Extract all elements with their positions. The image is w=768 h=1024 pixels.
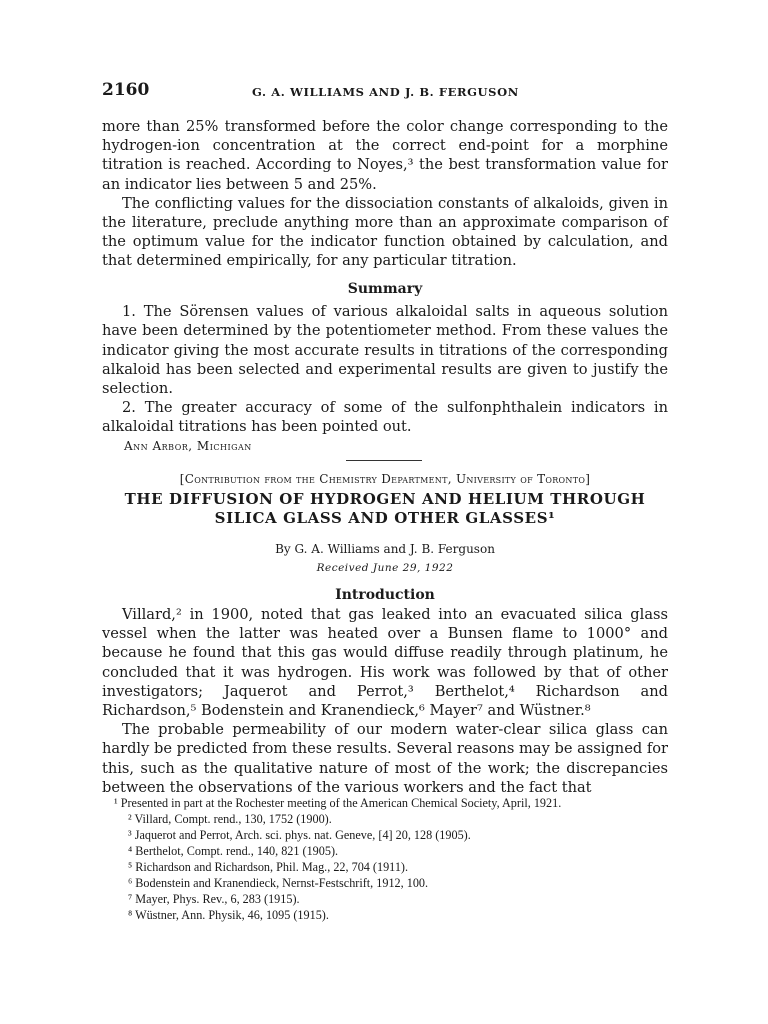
footnote-7: ⁷ Mayer, Phys. Rev., 6, 283 (1915). (128, 892, 300, 906)
footnote-2: ² Villard, Compt. rend., 130, 1752 (1900). (128, 812, 332, 826)
footnote-5: ⁵ Richardson and Richardson, Phil. Mag., 22, 704 (1911). (128, 860, 409, 874)
affiliation: Ann Arbor, Michigan (124, 438, 252, 453)
summary-section (102, 280, 668, 456)
section-rule (346, 460, 422, 461)
footnote-4: ⁴ Berthelot, Compt. rend., 140, 821 (1905). (128, 844, 339, 858)
footnotes (102, 795, 668, 923)
summary-heading: Summary (347, 281, 423, 297)
footnote-1: ¹ Presented in part at the Rochester meeting of the American Chemical Society, April, 1921. (114, 796, 562, 810)
dissociation-paragraph: The conflicting values for the dissociation constants of alkaloids, given in the literature, preclude anything more than an approximate comparison of the optimum value for the indicator function obtained by calculation, and that determined empirically, for any particular titration. (102, 194, 668, 270)
article-title-line-1: THE DIFFUSION OF HYDROGEN AND HELIUM THROUGH (124, 490, 646, 509)
summary-item-2: 2. The greater accuracy of some of the sulfonphthalein indicators in alkaloidal titrations has been pointed out. (102, 399, 668, 436)
article-header (102, 470, 668, 605)
running-head: G. A. WILLIAMS AND J. B. FERGUSON (252, 85, 519, 99)
contribution-line: [Contribution from the Chemistry Department, University of Toronto] (179, 472, 591, 486)
received-date: Received June 29, 1922 (316, 562, 454, 575)
byline: By G. A. Williams and J. B. Ferguson (275, 542, 495, 557)
article-title-line-2: SILICA GLASS AND OTHER GLASSES¹ (214, 509, 556, 528)
continued-text (102, 117, 668, 271)
page-number: 2160 (102, 80, 150, 100)
footnote-6: ⁶ Bodenstein and Kranendieck, Nernst-Festschrift, 1912, 100. (128, 876, 429, 890)
footnote-3: ³ Jaquerot and Perrot, Arch. sci. phys. nat. Geneve, [4] 20, 128 (1905). (128, 828, 471, 842)
summary-item-1: 1. The Sörensen values of various alkaloidal salts in aqueous solution have been determined by the potentiometer method. From these values the indicator giving the most accurate results in titrations of the corresponding alkaloid has been selected and experimental results are given to justify the selection. (102, 303, 668, 398)
footnote-8: ⁸ Wüstner, Ann. Physik, 46, 1095 (1915). (128, 908, 329, 922)
introduction-section (102, 605, 668, 797)
introduction-heading: Introduction (335, 586, 435, 603)
continued-paragraph: more than 25% transformed before the color change corresponding to the hydrogen-ion concentration at the correct end-point for a morphine titration is reached. According to Noyes,³ the best transformation value for an indicator lies between 5 and 25%. (102, 118, 668, 193)
page-header (102, 80, 668, 104)
intro-paragraph-2: The probable permeability of our modern water-clear silica glass can hardly be predicted from these results. Several reasons may be assigned for this, such as the qualitative nature of most of the work; the discrepancies between the observations of the various workers and the fact that (102, 721, 668, 796)
intro-paragraph-1: Villard,² in 1900, noted that gas leaked into an evacuated silica glass vessel when the latter was heated over a Bunsen flame to 1000° and because he found that this gas would diffuse readily through platinum, he concluded that it was hydrogen. His work was followed by that of other investigators; Jaquerot and Perrot,³ Berthelot,⁴ Richardson and Richardson,⁵ Bodenstein and Kranendieck,⁶ Mayer⁷ and Wüstner.⁸ (102, 606, 668, 720)
